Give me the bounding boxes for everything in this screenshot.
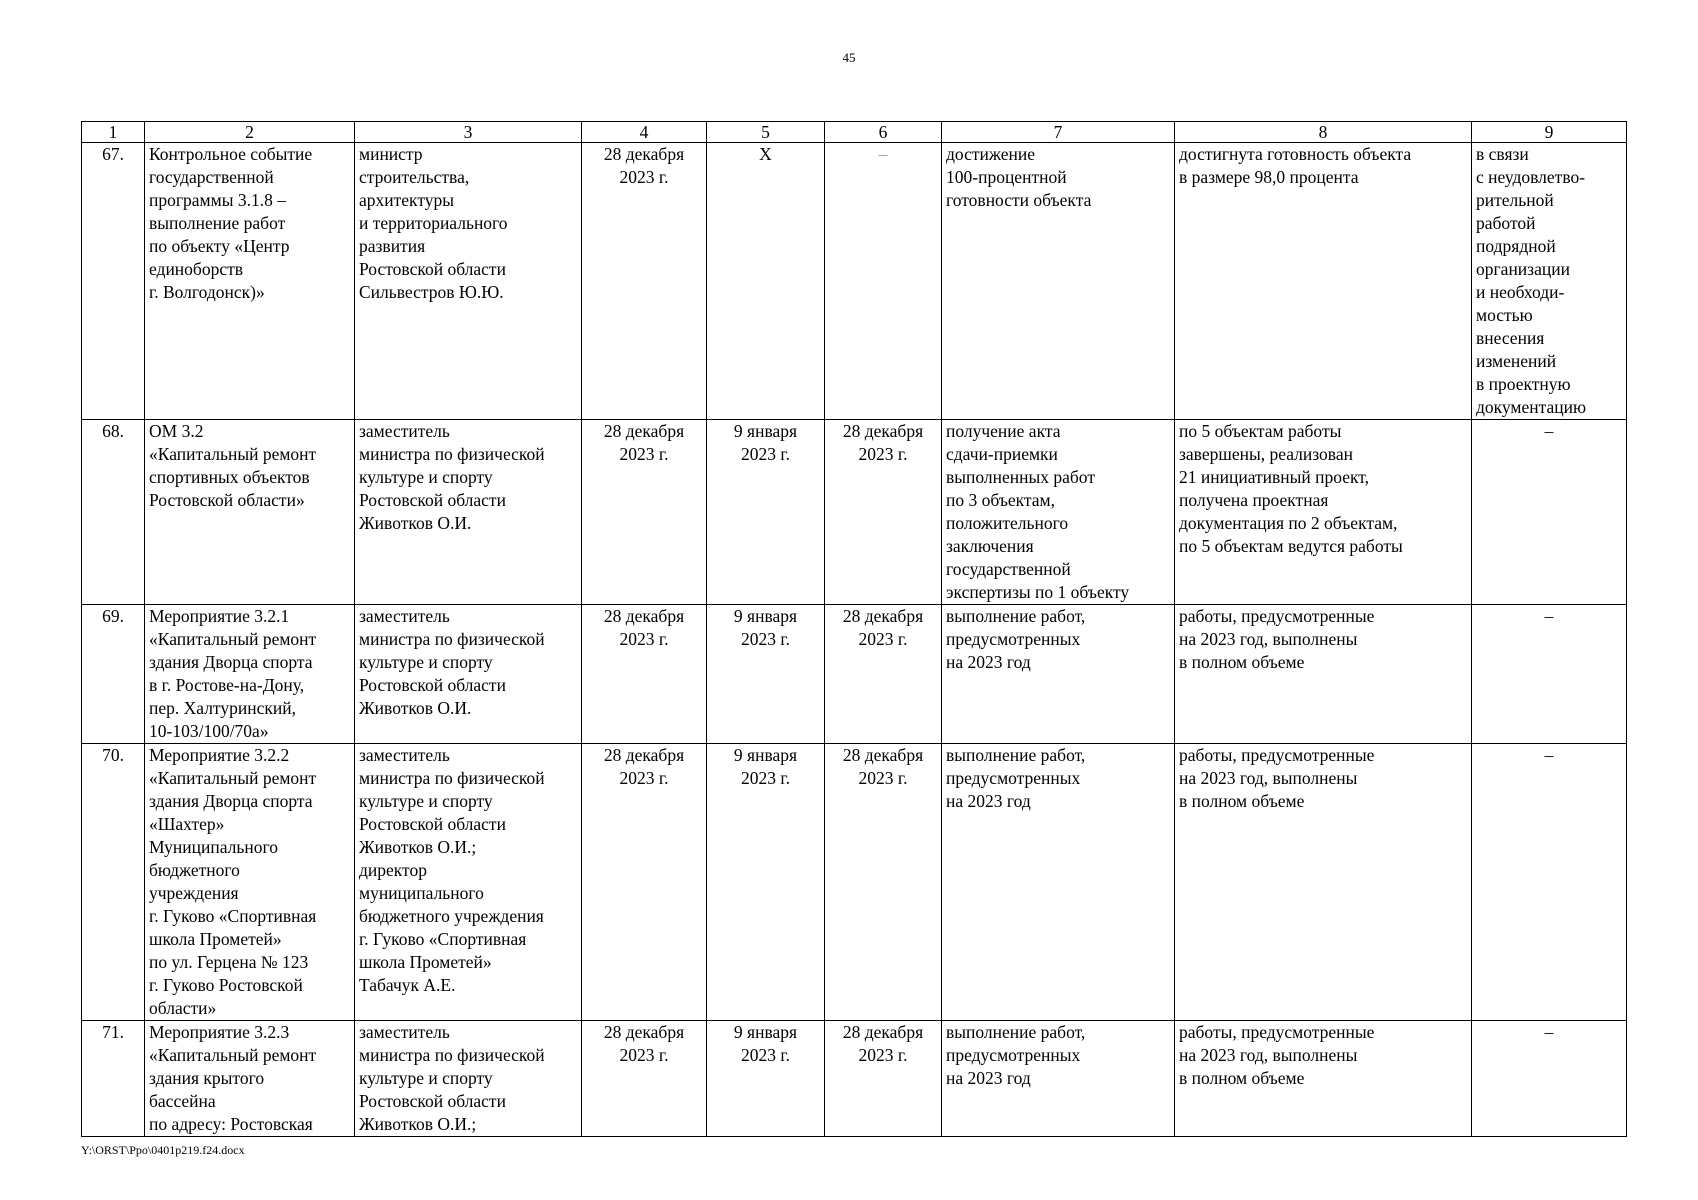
deviation-reason: – xyxy=(1472,605,1627,744)
report-table xyxy=(81,121,1627,1137)
table-row xyxy=(82,1021,1627,1137)
start-date: Х xyxy=(707,143,825,420)
row-number: 71. xyxy=(82,1021,145,1137)
column-header-7: 7 xyxy=(942,122,1175,143)
planned-result: выполнение работ, предусмотренных на 2023 год xyxy=(942,744,1175,1021)
column-header-4: 4 xyxy=(582,122,707,143)
page-number: 45 xyxy=(842,50,856,65)
column-header-6: 6 xyxy=(825,122,942,143)
column-header-1: 1 xyxy=(82,122,145,143)
table-row xyxy=(82,605,1627,744)
deviation-reason: – xyxy=(1472,1021,1627,1137)
table-row xyxy=(82,143,1627,420)
row-number: 67. xyxy=(82,143,145,420)
event-name: Мероприятие 3.2.1 «Капитальный ремонт здания Дворца спорта в г. Ростове-на-Дону, пер. Халтуринский, 10-103/100/70а» xyxy=(145,605,355,744)
table-row xyxy=(82,420,1627,605)
responsible-person: заместитель министра по физической культуре и спорту Ростовской области Животков О.И. xyxy=(355,420,582,605)
planned-result: достижение 100-процентной готовности объекта xyxy=(942,143,1175,420)
column-header-3: 3 xyxy=(355,122,582,143)
plan-date: 28 декабря 2023 г. xyxy=(582,420,707,605)
event-name: Мероприятие 3.2.2 «Капитальный ремонт здания Дворца спорта «Шахтер» Муниципального бюджетного учреждения г. Гуково «Спортивная школа Прометей» по ул. Герцена № 123 г. Гуково Ростовской области» xyxy=(145,744,355,1021)
table-row xyxy=(82,744,1627,1021)
actual-result: по 5 объектам работы завершены, реализован 21 инициативный проект, получена проектная документация по 2 объектам, по 5 объектам ведутся работы xyxy=(1175,420,1472,605)
start-date: 9 января 2023 г. xyxy=(707,605,825,744)
end-date: – xyxy=(825,143,942,420)
table-header-row xyxy=(82,122,1627,143)
row-number: 70. xyxy=(82,744,145,1021)
plan-date: 28 декабря 2023 г. xyxy=(582,143,707,420)
column-header-5: 5 xyxy=(707,122,825,143)
plan-date: 28 декабря 2023 г. xyxy=(582,744,707,1021)
document-file-path: Y:\ORST\Ppo\0401p219.f24.docx xyxy=(81,1143,245,1157)
actual-result: работы, предусмотренные на 2023 год, выполнены в полном объеме xyxy=(1175,744,1472,1021)
end-date: 28 декабря 2023 г. xyxy=(825,605,942,744)
actual-result: достигнута готовность объекта в размере 98,0 процента xyxy=(1175,143,1472,420)
event-name: ОМ 3.2 «Капитальный ремонт спортивных объектов Ростовской области» xyxy=(145,420,355,605)
start-date: 9 января 2023 г. xyxy=(707,1021,825,1137)
row-number: 69. xyxy=(82,605,145,744)
column-header-9: 9 xyxy=(1472,122,1627,143)
planned-result: выполнение работ, предусмотренных на 2023 год xyxy=(942,605,1175,744)
responsible-person: министр строительства, архитектуры и территориального развития Ростовской области Сильвестров Ю.Ю. xyxy=(355,143,582,420)
deviation-reason: – xyxy=(1472,744,1627,1021)
event-name: Мероприятие 3.2.3 «Капитальный ремонт здания крытого бассейна по адресу: Ростовская xyxy=(145,1021,355,1137)
responsible-person: заместитель министра по физической культуре и спорту Ростовской области Животков О.И. xyxy=(355,605,582,744)
planned-result: выполнение работ, предусмотренных на 2023 год xyxy=(942,1021,1175,1137)
responsible-person: заместитель министра по физической культуре и спорту Ростовской области Животков О.И.; директор муниципального бюджетного учреждения г. Гуково «Спортивная школа Прометей» Табачук А.Е. xyxy=(355,744,582,1021)
actual-result: работы, предусмотренные на 2023 год, выполнены в полном объеме xyxy=(1175,605,1472,744)
start-date: 9 января 2023 г. xyxy=(707,420,825,605)
planned-result: получение акта сдачи-приемки выполненных работ по 3 объектам, положительного заключения государственной экспертизы по 1 объекту xyxy=(942,420,1175,605)
end-date: 28 декабря 2023 г. xyxy=(825,744,942,1021)
responsible-person: заместитель министра по физической культуре и спорту Ростовской области Животков О.И.; xyxy=(355,1021,582,1137)
column-header-8: 8 xyxy=(1175,122,1472,143)
end-date: 28 декабря 2023 г. xyxy=(825,1021,942,1137)
plan-date: 28 декабря 2023 г. xyxy=(582,1021,707,1137)
start-date: 9 января 2023 г. xyxy=(707,744,825,1021)
actual-result: работы, предусмотренные на 2023 год, выполнены в полном объеме xyxy=(1175,1021,1472,1137)
plan-date: 28 декабря 2023 г. xyxy=(582,605,707,744)
column-header-2: 2 xyxy=(145,122,355,143)
deviation-reason: в связи с неудовлетво- рительной работой подрядной организации и необходи- мостью внесения изменений в проектную документацию xyxy=(1472,143,1627,420)
row-number: 68. xyxy=(82,420,145,605)
end-date: 28 декабря 2023 г. xyxy=(825,420,942,605)
deviation-reason: – xyxy=(1472,420,1627,605)
event-name: Контрольное событие государственной программы 3.1.8 – выполнение работ по объекту «Центр единоборств г. Волгодонск)» xyxy=(145,143,355,420)
